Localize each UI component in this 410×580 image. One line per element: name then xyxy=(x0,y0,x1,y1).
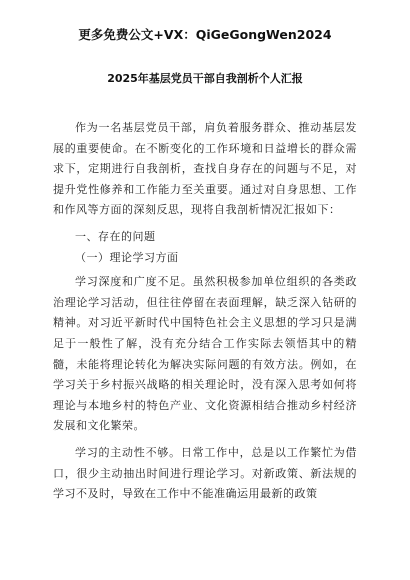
document-body xyxy=(53,118,357,511)
intro-paragraph: 作为一名基层党员干部，肩负着服务群众、推动基层发展的重要使命。在不断变化的工作环境和日益增长的群众需求下，定期进行自我剖析，查找自身存在的问题与不足，对提升党性修养和工作能力至关重要。通过对自身思想、工作和作风等方面的深刻反思，现将自我剖析情况汇报如下： xyxy=(53,121,357,217)
subsection-heading: （一）理论学习方面 xyxy=(75,250,179,264)
document-title: 2025年基层党员干部自我剖析个人汇报 xyxy=(107,72,303,85)
body-paragraph: 学习深度和广度不足。虽然积极参加单位组织的各类政治理论学习活动，但往往停留在表面理解，缺乏深入钻研的精神。对习近平新时代中国特色社会主义思想的学习只是满足于一般性了解，没有充分结合工作实际去领悟其中的精髓，未能将理论转化为解决实际问题的有效方法。例如，在学习关于乡村振兴战略的相关理论时，没有深入思考如何将理论与本地乡村的特色产业、文化资源相结合推动乡村经济发展和文化繁荣。 xyxy=(53,275,357,433)
watermark-text: 更多免费公文+VX：QiGeGongWen2024 xyxy=(78,27,332,42)
section-heading: 一、存在的问题 xyxy=(75,229,156,243)
body-paragraph: 学习的主动性不够。日常工作中，总是以工作繁忙为借口，很少主动抽出时间进行理论学习。对新政策、新法规的学习不及时，导致在工作中不能准确运用最新的政策 xyxy=(53,445,357,501)
